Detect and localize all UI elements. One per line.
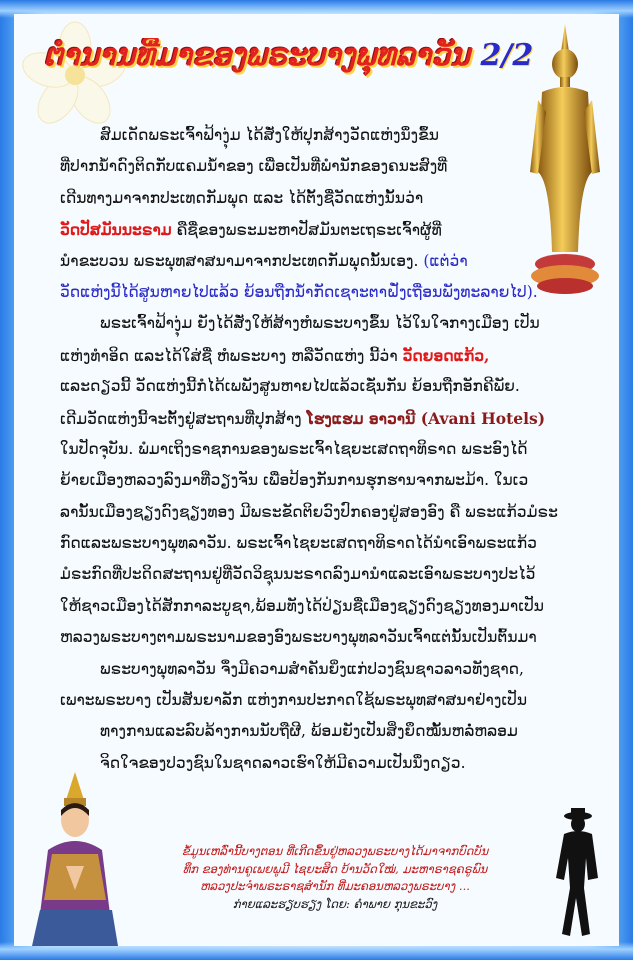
p3-line-1: ພຣະບາງພຸທລາວັນ ຈຶ່ງມີຄວາມສຳຄັນຍິ່ງແກ່ປວງຊົນຊາວລາວທັງຊາດ, [100, 659, 524, 678]
p2-line-11: ຫລວງພຣະບາງຕາມພຣະນາມຂອງອົງພຣະບາງພຸທລາວັນເຈົ້າແຕ່ນັ້ນເປັນຕົ້ນມາ [60, 628, 537, 647]
man-silhouette-image [548, 808, 606, 938]
p2-line-2 [60, 340, 600, 371]
p2-line-10: ໃຫ້ຊາວເມືອງໄດ້ສັກກາລະບູຊາ,ພ້ອມທັງໄດ້ປ່ຽນຊື່ເມືອງຊຽງດົງຊຽງທອງມາເປັນ [60, 596, 544, 615]
page-title [44, 38, 534, 98]
p1-line-1: ສົມເດັດພຣະເຈົ້າຟ້າງຸ່ມ ໄດ້ສັ່ງໃຫ້ປຸກສ້າງວັດແຫ່ງນຶ່ງຂຶ້ນ [100, 126, 439, 144]
paragraph-3 [60, 654, 600, 780]
p2-line-4 [60, 403, 600, 434]
p2-line-2-text: ແຫ່ງທຳອິດ ແລະໄດ້ໃສ່ຊື່ ຫໍພຣະບາງ ຫລືວັດແຫ່ງ ນີ້ວ່າ [60, 346, 403, 365]
p3-line-3: ທາງການແລະລົບລ້າງການນັບຖືຜີ, ພ້ອມຍັງເປັນສິ່ງຍຶດໝັ້ນຫລໍ່ຫລອມ [100, 722, 518, 741]
lao-dancer-image [18, 770, 133, 946]
p1-line-2: ທີ່ປາກນ້ຳດົງຕິດກັບແຄມນ້ຳຂອງ ເພື່ອເປັນທີ່ພຳນັກຂອງຄນະສົງທີ່ [60, 157, 448, 176]
p1-line-5-text: ນຳຂະບວນ ພຣະພຸທສາສນາມາຈາກປະເທດກັມພຸດນັ້ນເອງ. [60, 251, 424, 270]
title-part-number: 2/2 [480, 38, 534, 73]
paragraph-2 [60, 308, 600, 653]
temple-name-highlight: ວັດປັສມັນນະຣາມ [60, 220, 172, 240]
credit-block [120, 843, 550, 913]
p2-line-5: ໃນປັດຈຸບັນ. ພໍມາເຖິງຣາຊການຂອງພຣະເຈົ້າໄຊຍະເສດຖາທິຣາດ ພຣະອົງໄດ້ [60, 439, 528, 458]
paragraph-1 [60, 120, 600, 308]
p2-line-7: ລານັ້ນເມືອງຊຽງດົງຊຽງທອງ ມີພຣະຂັດຕິຍວົງປົກຄອງຢູ່ສອງອົງ ຄື ພຣະແກ້ວມໍຣະ [60, 502, 558, 521]
p2-line-6: ຍ້າຍເມືອງຫລວງລົງມາທີ່ວຽງຈັນ ເພື່ອປ້ອງກັນການຮຸກຮານຈາກພະມ້າ. ໃນເວ [60, 471, 529, 490]
p3-line-4: ຈິດໃຈຂອງປວງຊົນໃນຊາດລາວເຮົາໃຫ້ມີຄວາມເປັນນຶ່ງດຽວ. [100, 753, 466, 772]
p1-line-5 [60, 246, 600, 277]
p1-line-4 [60, 214, 600, 245]
credit-line-2: ທຶກ ຂອງທ່ານຄູເພຍພູມີ ໄຊຍະສິດ ບ້ານວັດໃໝ່, ມະຫາຣາຊຄຣູພົນ [182, 861, 488, 876]
p2-line-8: ກົດແລະພຣະບາງພຸທລາວັນ. ພຣະເຈົ້າໄຊຍະເສດຖາທິຣາດໄດ້ນຳເອົາພຣະແກ້ວ [60, 534, 537, 553]
credit-line-1: ຂໍ້ມູນເຫລົ່ານີ້ບາງຕອນ ທີ່ເກີດຂຶ້ນຢູ່ຫລວງພຣະບາງໄດ້ມາຈາກບົດບັນ [181, 844, 489, 858]
p3-line-2: ເພາະພຣະບາງ ເປັນສັນຍາລັກ ແຫ່ງການປະກາດໃຊ້ພຣະພຸທສາສນາຢ່າງເປັນ [60, 691, 528, 710]
story-text [60, 120, 600, 779]
p1-line-3: ເດີນທາງມາຈາກປະເທດກັມພຸດ ແລະ ໄດ້ຕັ້ງຊື່ວັດແຫ່ງນັ້ນວ່າ [60, 188, 424, 207]
hotel-name-highlight: ໂຮງແຮມ ອາວານີ (Avani Hotels) [306, 408, 546, 428]
p1-line-6-note: ວັດແຫ່ງນີ້ໄດ້ສູນຫາຍໄປແລ້ວ ຍ້ອນຖືກນ້ຳກັດເຊາະຕາຝັ່ງເຖື່ອນພັງທະລາຍໄປ). [60, 282, 538, 301]
temple-yodkeo-highlight: ວັດຍອດແກ້ວ, [402, 345, 490, 365]
credit-line-3: ຫລວງປະຈຳພຣະຣາຊສຳນັກ ທີ່ມະຄອນຫລວງພຣະບາງ ... [200, 879, 470, 893]
p1-line-5-note: (ແຕ່ວ່າ [423, 251, 468, 270]
title-main: ຕຳນານທີ່ມາຂອງພຣະບາງພຸທລາວັນ [44, 38, 471, 73]
p2-line-1: ພຣະເຈົ້າຟ້າງຸ່ມ ຍັງໄດ້ສັ່ງໃຫ້ສ້າງຫໍພຣະບາງຂຶ້ນ ໄວ້ໃນໃຈກາງເມືອງ ເປັນ [100, 314, 540, 333]
credit-author: ກ່າຍແລະຮຽບຮຽງ ໂດຍ: ຄຳພາຍ ກຸນຂະວົງ [232, 896, 438, 911]
p2-line-9: ມໍຣະກົດທີ່ປະດິດສະຖານຢູ່ທີ່ວັດວິຊຸນນະຣາດລົງມານຳແລະເອົາພຣະບາງປະໄວ້ [60, 565, 536, 584]
p2-line-4-text: ເດີມວັດແຫ່ງນີ້ຈະຕັ້ງຢູ່ສະຖານທີ່ປຸກສ້າງ [60, 409, 307, 428]
p1-line-4-text: ຄືຊື່ຂອງພຣະມະຫາປັສມັນຕະເຖຣະເຈົ້າຜູ້ທີ່ [171, 221, 442, 240]
p2-line-3: ແລະດຽວນີ້ ວັດແຫ່ງນີ້ກໍໄດ້ເພພັງສູນຫາຍໄປແລ້ວເຊັ່ນກັນ ຍ້ອນຖືກອັກຄີພັຍ. [60, 377, 520, 396]
